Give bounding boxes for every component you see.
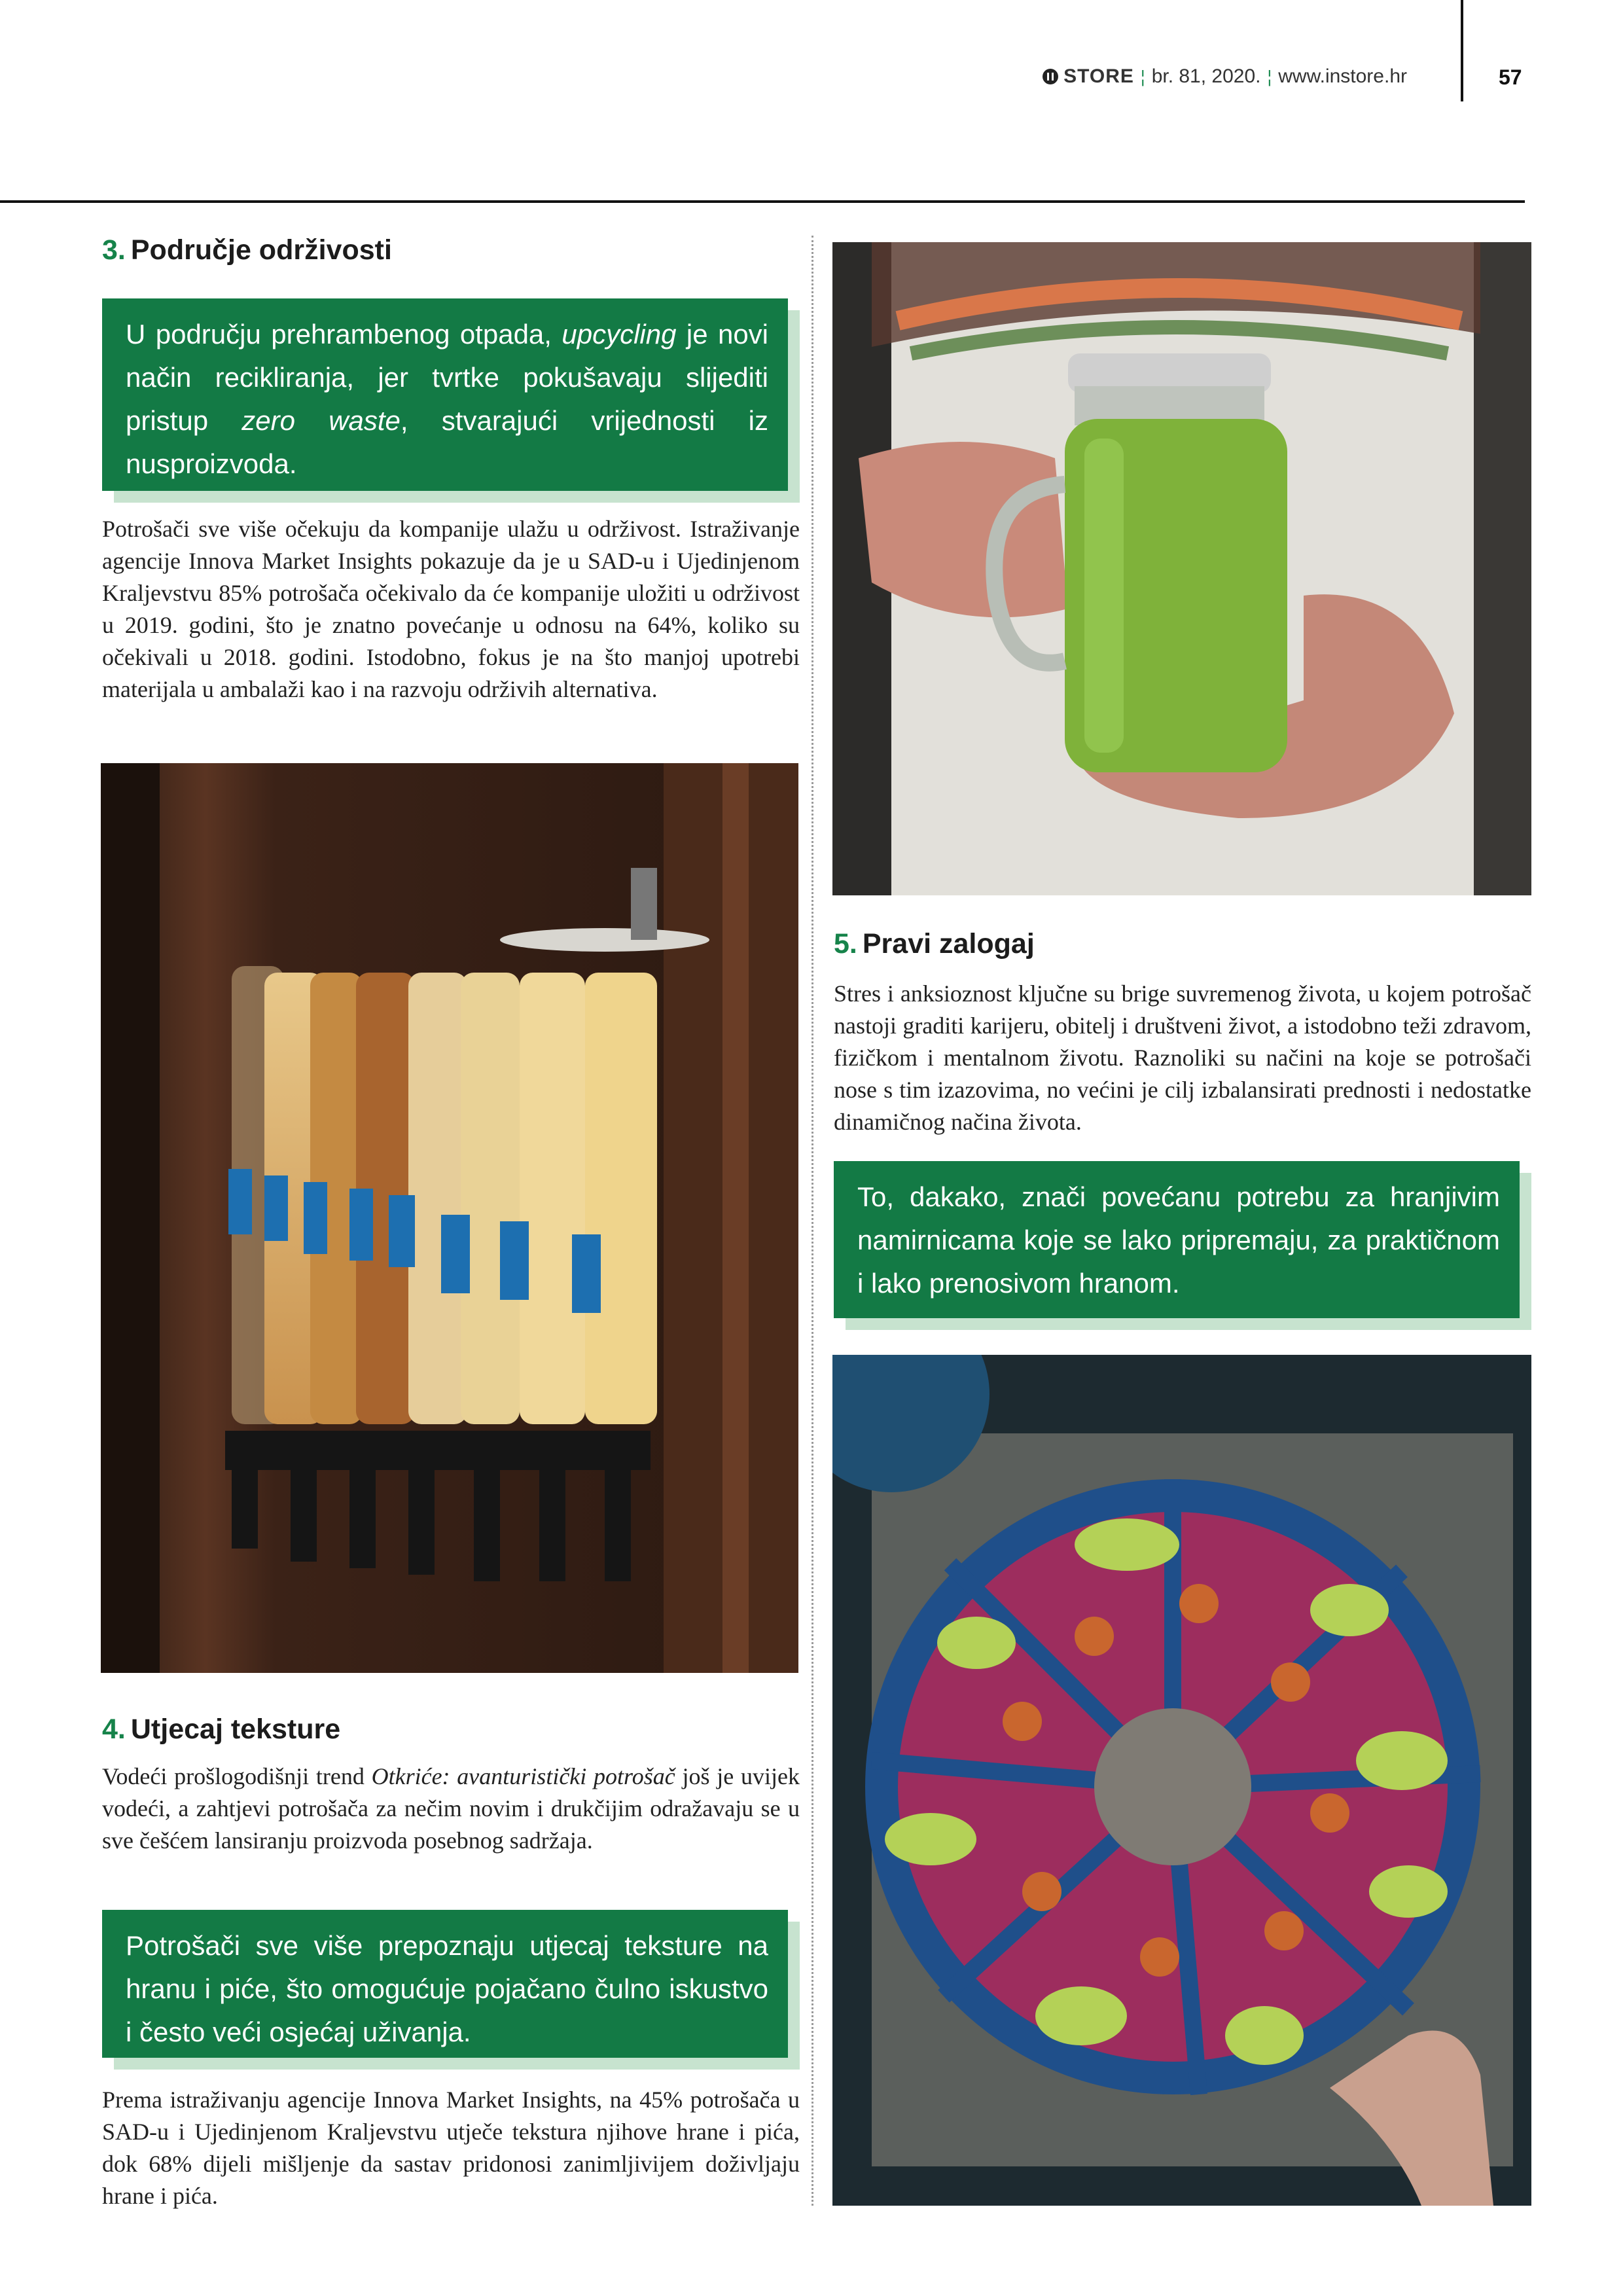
section-3-callout: U području prehrambenog otpada, upcycling je novi način recikliranja, jer tvrtke pokušavaju slijediti pristup zero waste, stvarajući vrijednosti iz nusproizvoda. — [102, 298, 788, 491]
section-5-title: Pravi zalogaj — [862, 928, 1035, 960]
issue-info: br. 81, 2020. — [1151, 65, 1261, 87]
website-link[interactable]: www.instore.hr — [1278, 65, 1407, 87]
section-4-number: 4. — [102, 1713, 126, 1745]
header-separator: ¦ — [1140, 66, 1145, 86]
green-smoothie-photo — [832, 242, 1531, 895]
section-5-number: 5. — [834, 928, 857, 960]
section-3-title: Područje održivosti — [130, 234, 392, 266]
header-rule — [0, 200, 1525, 203]
page-number: 57 — [1499, 65, 1522, 89]
column-separator — [812, 236, 813, 2206]
section-5-callout: To, dakako, znači povećanu potrebu za hranjivim namirnicama koje se lako pripremaju, za praktičnom i lako prenosivom hranom. — [834, 1161, 1520, 1318]
brand-name: STORE — [1063, 65, 1134, 87]
section-3-body: Potrošači sve više očekuju da kompanije ulažu u održivost. Istraživanje agencije Innova Market Insights pokazuje da je u SAD-u i Ujedinjenom Kraljevstvu 85% potrošača očekivalo da će kompanije uložiti u održivost u 2019. godini, što je znatno povećanje u odnosu na 64%, koliko su očekivali u 2018. godini. Istodobno, fokus je na što manjoj upotrebi materijala u ambalaži kao i na razvoju održivih alternativa. — [102, 516, 800, 702]
section-4-intro: Vodeći prošlogodišnji trend Otkriće: avanturistički potrošač još je uvijek vodeći, a zahtjevi potrošača za nečim novim i drukčijim odražavaju se u sve češćem lansiranju proizvoda posebnog sadržaja. — [102, 1763, 800, 1854]
section-5-body: Stres i anksioznost ključne su brige suvremenog života, u kojem potrošač nastoji graditi karijeru, obitelj i društveni život, a istodobno teži zdravom, fizičkom i mentalnom životu. Raznoliki su načini na koje se potrošači nose s tim izazovima, no većini je cilj izbalansirati prednosti i nedostatke dinamičnog načina života. — [834, 980, 1531, 1135]
store-brand — [1043, 65, 1134, 88]
beet-pizza-photo — [832, 1355, 1531, 2206]
section-3-heading — [102, 234, 392, 266]
section-3-number: 3. — [102, 234, 126, 266]
header-divider — [1461, 0, 1463, 101]
section-5-heading — [834, 928, 1035, 960]
section-4-callout: Potrošači sve više prepoznaju utjecaj teksture na hranu i piće, što omogućuje pojačano čulno iskustvo i često veći osjećaj uživanja. — [102, 1910, 788, 2058]
bulk-dispensers-photo — [101, 763, 798, 1673]
section-4-heading — [102, 1713, 340, 1746]
section-4-body: Prema istraživanju agencije Innova Market Insights, na 45% potrošača u SAD-u i Ujedinjenom Kraljevstvu utječe tekstura njihove hrane i pića, dok 68% dijeli mišljenje da sastav pridonosi zanimljivijem doživljaju hrane i pića. — [102, 2087, 800, 2209]
page-header — [1043, 65, 1407, 88]
header-separator: ¦ — [1267, 66, 1272, 86]
section-4-title: Utjecaj teksture — [130, 1713, 341, 1745]
instore-logo-icon — [1043, 69, 1058, 84]
